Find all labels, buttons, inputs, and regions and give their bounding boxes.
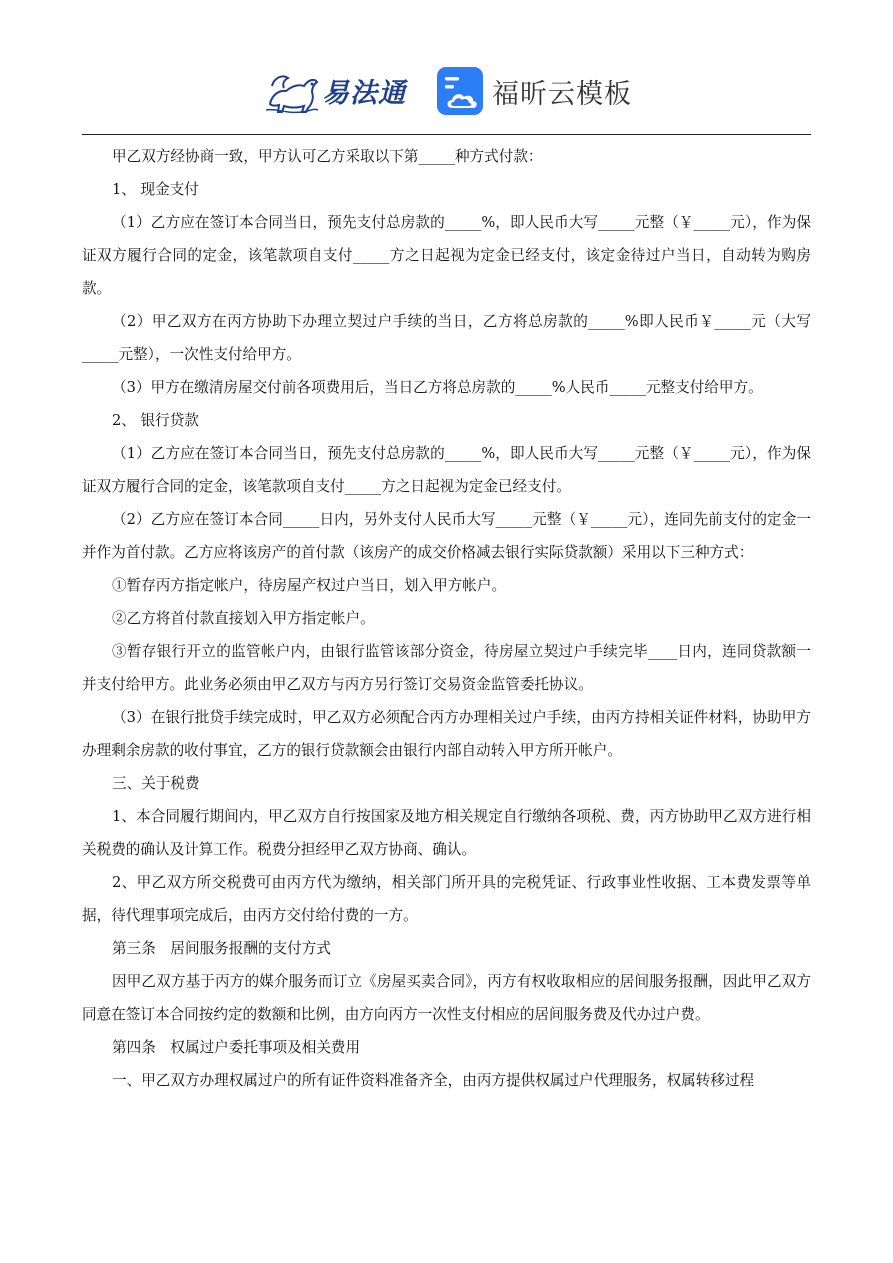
foxit-template-logo xyxy=(436,66,632,116)
payment-method-intro: 甲乙双方经协商一致，甲方认可乙方采取以下第_____种方式付款： xyxy=(112,148,543,165)
loan-clause-3: （3）在银行批贷手续完成时，甲乙双方必须配合丙方办理相关过户手续，由丙方持相关证件材料，协助甲方办理剩余房款的收付事宜，乙方的银行贷款额会由银行内部自动转入甲方所开帐户。 xyxy=(82,709,811,759)
yifatong-logo xyxy=(262,62,412,118)
yifatong-logo-text: 易法通 xyxy=(322,77,406,109)
loan-option-2: ②乙方将首付款直接划入甲方指定帐户。 xyxy=(112,610,375,627)
loan-option-1: ①暂存丙方指定帐户，待房屋产权过户当日，划入甲方帐户。 xyxy=(112,577,507,594)
cash-clause-3: （3）甲方在缴清房屋交付前各项费用后，当日乙方将总房款的_____%人民币_____元整支付给甲方。 xyxy=(112,379,763,396)
article-3-heading: 第三条 居间服务报酬的支付方式 xyxy=(112,940,331,957)
article-3-text: 因甲乙双方基于丙方的媒介服务而订立《房屋买卖合同》，丙方有权收取相应的居间服务报酬，因此甲乙双方同意在签订本合同按约定的数额和比例，由方向丙方一次性支付相应的居间服务费及代办过户费。 xyxy=(82,973,811,1023)
header-divider xyxy=(82,134,811,135)
contract-body xyxy=(82,140,811,1097)
cash-clause-1: （1）乙方应在签订本合同当日，预先支付总房款的_____%，即人民币大写_____元整（￥_____元），作为保证双方履行合同的定金，该笔款项自支付_____方之日起视为定金已经支付，该定金待过户当日，自动转为购房款。 xyxy=(82,214,811,297)
loan-option-3: ③暂存银行开立的监管帐户内，由银行监管该部分资金，待房屋立契过户手续完毕____日内，连同贷款额一并支付给甲方。此业务必须由甲乙双方与丙方另行签订交易资金监管委托协议。 xyxy=(82,643,811,693)
foxit-template-logo-text: 福昕云模板 xyxy=(492,78,632,110)
article-4-heading: 第四条 权属过户委托事项及相关费用 xyxy=(112,1039,361,1056)
section-taxes: 三、关于税费 xyxy=(112,775,200,792)
tax-clause-2: 2、甲乙双方所交税费可由丙方代为缴纳，相关部门所开具的完税凭证、行政事业性收据、工本费发票等单据，待代理事项完成后，由丙方交付给付费的一方。 xyxy=(82,874,811,924)
cash-clause-2: （2）甲乙双方在丙方协助下办理立契过户手续的当日，乙方将总房款的_____%即人民币￥_____元（大写_____元整），一次性支付给甲方。 xyxy=(82,313,811,363)
section-cash-payment: 1、 现金支付 xyxy=(112,181,199,198)
qilin-icon xyxy=(262,64,320,116)
document-cloud-icon xyxy=(436,66,484,116)
article-4-text: 一、甲乙双方办理权属过户的所有证件资料准备齐全，由丙方提供权属过户代理服务，权属转移过程 xyxy=(112,1072,755,1089)
page-header xyxy=(0,58,893,128)
tax-clause-1: 1、本合同履行期间内，甲乙双方自行按国家及地方相关规定自行缴纳各项税、费，丙方协助甲乙双方进行相关税费的确认及计算工作。税费分担经甲乙双方协商、确认。 xyxy=(82,808,811,858)
loan-clause-1: （1）乙方应在签订本合同当日，预先支付总房款的_____%，即人民币大写_____元整（￥_____元），作为保证双方履行合同的定金，该笔款项自支付_____方之日起视为定金已经支付。 xyxy=(82,445,811,495)
section-bank-loan: 2、 银行贷款 xyxy=(112,412,199,429)
loan-clause-2: （2）乙方应在签订本合同_____日内，另外支付人民币大写_____元整（￥_____元），连同先前支付的定金一并作为首付款。乙方应将该房产的首付款（该房产的成交价格减去银行实际贷款额）采用以下三种方式： xyxy=(82,511,811,561)
